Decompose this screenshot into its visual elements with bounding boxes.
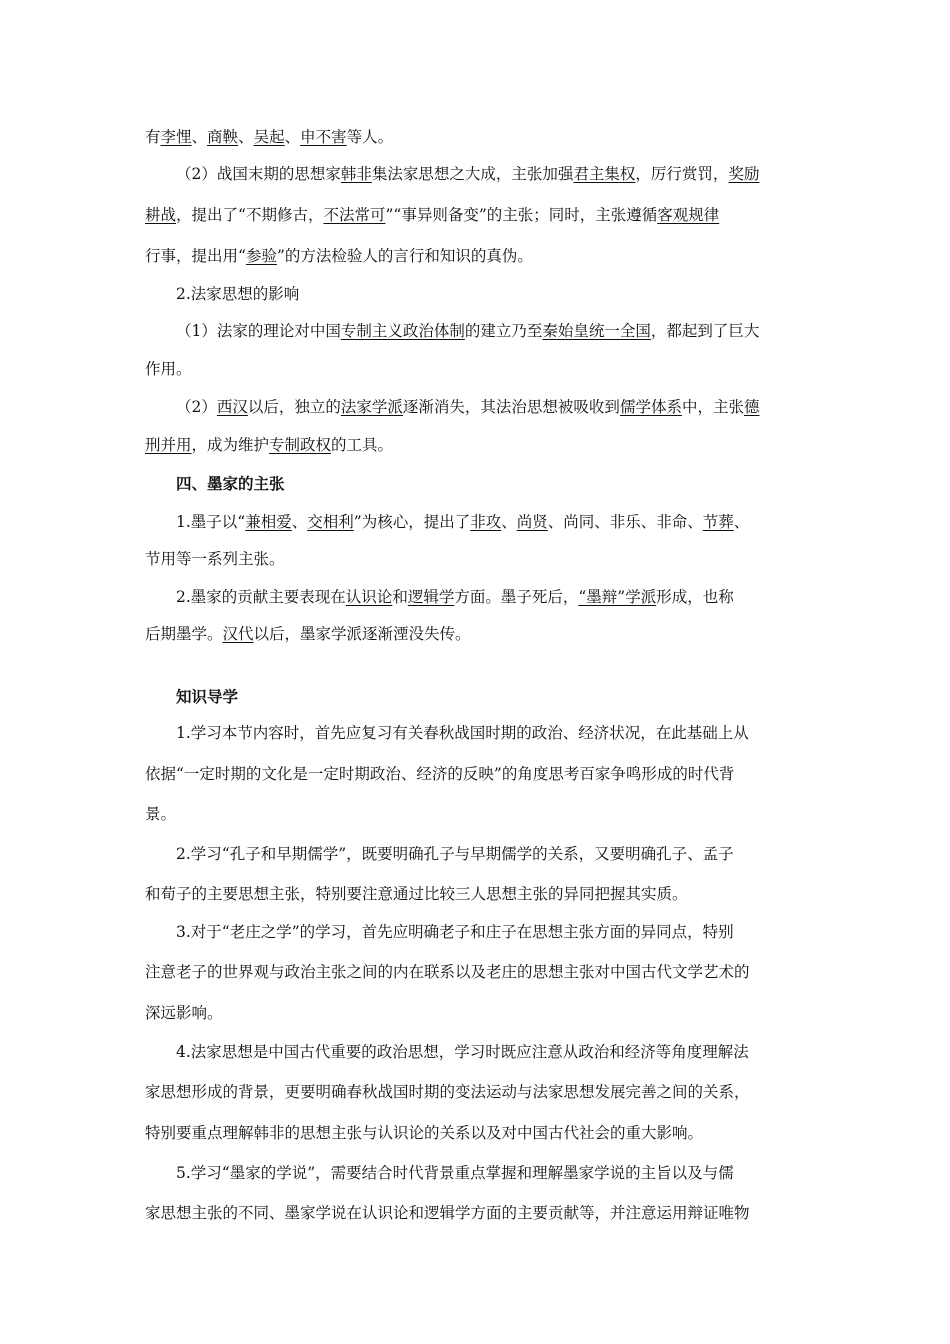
text-run: ，都起到了巨大 bbox=[650, 322, 760, 340]
text-line bbox=[145, 246, 533, 266]
text-run: 以后，独立的 bbox=[247, 398, 341, 416]
text-run: 方面。墨子死后， bbox=[454, 588, 579, 606]
text-run: 逐渐消失，其法治思想被吸收到 bbox=[402, 398, 620, 416]
underlined-term: 汉代 bbox=[222, 625, 254, 643]
underlined-term: 德 bbox=[743, 398, 760, 416]
text-run: 、 bbox=[501, 513, 517, 531]
text-run: ，厉行赏罚， bbox=[635, 165, 729, 183]
underlined-term: 刑并用 bbox=[145, 436, 192, 454]
underlined-term: 专制主义政治体制 bbox=[340, 322, 465, 340]
underlined-term: 商鞅 bbox=[207, 128, 239, 146]
text-line: 2.学习“孔子和早期儒学”，既要明确孔子与早期儒学的关系，又要明确孔子、孟子 bbox=[176, 845, 734, 863]
text-line: 5.学习“墨家的学说”，需要结合时代背景重点掌握和理解墨家学说的主旨以及与儒 bbox=[176, 1164, 734, 1182]
underlined-term: 客观规律 bbox=[657, 206, 720, 224]
text-line: 景。 bbox=[145, 805, 177, 823]
underlined-term: 韩非 bbox=[340, 165, 372, 183]
underlined-term: 兼相爱 bbox=[245, 513, 292, 531]
underlined-term: 认识论 bbox=[345, 588, 393, 606]
text-run: 集法家思想之大成，主张加强 bbox=[371, 165, 574, 183]
text-line: 3.对于“老庄之学”的学习，首先应明确老子和庄子在思想主张方面的异同点，特别 bbox=[176, 923, 734, 941]
text-line bbox=[176, 321, 759, 341]
underlined-term: 尚贤 bbox=[516, 513, 548, 531]
text-line: 4.法家思想是中国古代重要的政治思想，学习时既应注意从政治和经济等角度理解法 bbox=[176, 1043, 749, 1061]
text-line bbox=[145, 127, 393, 147]
underlined-term: 逻辑学 bbox=[407, 588, 455, 606]
text-run: 、 bbox=[733, 513, 750, 531]
text-run: 和 bbox=[392, 588, 408, 606]
text-run: （2）战国末期的思想家 bbox=[176, 165, 341, 183]
text-run: 以后，墨家学派逐渐湮没失传。 bbox=[253, 625, 471, 643]
underlined-term: 儒学体系 bbox=[619, 398, 682, 416]
underlined-term: 专制政权 bbox=[269, 436, 332, 454]
text-line: 注意老子的世界观与政治主张之间的内在联系以及老庄的思想主张对中国古代文学艺术的 bbox=[145, 963, 750, 981]
text-line: 1.学习本节内容时，首先应复习有关春秋战国时期的政治、经济状况，在此基础上从 bbox=[176, 724, 749, 742]
text-run: 中，主张 bbox=[681, 398, 744, 416]
text-run: 行事，提出用“ bbox=[145, 247, 246, 265]
text-line bbox=[176, 587, 734, 607]
underlined-term: 奖励 bbox=[728, 165, 760, 183]
section-heading: 知识导学 bbox=[176, 688, 239, 706]
text-run: 、 bbox=[191, 128, 208, 146]
text-line: 深远影响。 bbox=[145, 1004, 223, 1022]
underlined-term: 节葬 bbox=[702, 513, 734, 531]
text-line: 作用。 bbox=[145, 360, 192, 378]
text-run: ”为核心，提出了 bbox=[353, 513, 471, 531]
text-run: ”“事异则备变”的主张；同时，主张遵循 bbox=[385, 206, 658, 224]
text-run: ”的方法检验人的言行和知识的真伪。 bbox=[276, 247, 533, 265]
text-line bbox=[176, 512, 749, 532]
text-line bbox=[176, 397, 759, 417]
underlined-term: 交相利 bbox=[307, 513, 354, 531]
text-run: 2.墨家的贡献主要表现在 bbox=[176, 588, 346, 606]
subheading: 2.法家思想的影响 bbox=[176, 285, 300, 303]
text-line: 依据“一定时期的文化是一定时期政治、经济的反映”的角度思考百家争鸣形成的时代背 bbox=[145, 765, 735, 783]
text-line: 和荀子的主要思想主张，特别要注意通过比较三人思想主张的异同把握其实质。 bbox=[145, 885, 688, 903]
text-line bbox=[145, 435, 393, 455]
text-line bbox=[145, 205, 719, 225]
underlined-term: 西汉 bbox=[216, 398, 248, 416]
text-line: 节用等一系列主张。 bbox=[145, 550, 285, 568]
text-run: 、尚同、非乐、非命、 bbox=[547, 513, 703, 531]
text-line: 家思想主张的不同、墨家学说在认识论和逻辑学方面的主要贡献等，并注意运用辩证唯物 bbox=[145, 1204, 750, 1222]
underlined-term: 参验 bbox=[245, 247, 277, 265]
underlined-term: 申不害 bbox=[300, 128, 347, 146]
underlined-term: 非攻 bbox=[470, 513, 502, 531]
text-run: 、 bbox=[238, 128, 254, 146]
text-run: 的工具。 bbox=[331, 436, 394, 454]
text-run: 等人。 bbox=[346, 128, 394, 146]
text-run: （2） bbox=[176, 398, 217, 416]
underlined-term: 君主集权 bbox=[573, 165, 636, 183]
text-line: 特别要重点理解韩非的思想主张与认识论的关系以及对中国古代社会的重大影响。 bbox=[145, 1124, 704, 1142]
section-heading: 四、墨家的主张 bbox=[176, 475, 285, 493]
text-run: ，提出了“不期修古， bbox=[176, 206, 324, 224]
text-run: 有 bbox=[145, 128, 161, 146]
text-run: 形成，也称 bbox=[656, 588, 734, 606]
text-run: 的建立乃至 bbox=[464, 322, 543, 340]
text-run: 、 bbox=[284, 128, 301, 146]
text-line bbox=[176, 164, 759, 184]
text-run: 1.墨子以“ bbox=[176, 513, 246, 531]
text-run: 后期墨学。 bbox=[145, 625, 223, 643]
underlined-term: 吴起 bbox=[253, 128, 285, 146]
underlined-term: 法家学派 bbox=[340, 398, 403, 416]
underlined-term: 不法常可 bbox=[323, 206, 386, 224]
text-run: ，成为维护 bbox=[191, 436, 270, 454]
text-run: 、 bbox=[291, 513, 308, 531]
underlined-term: 秦始皇统一全国 bbox=[542, 322, 651, 340]
underlined-term: “墨辩”学派 bbox=[578, 588, 657, 606]
underlined-term: 耕战 bbox=[145, 206, 177, 224]
text-run: （1）法家的理论对中国 bbox=[176, 322, 341, 340]
text-line: 家思想形成的背景，更要明确春秋战国时期的变法运动与法家思想发展完善之间的关系， bbox=[145, 1083, 750, 1101]
text-line bbox=[145, 624, 471, 644]
underlined-term: 李悝 bbox=[160, 128, 192, 146]
